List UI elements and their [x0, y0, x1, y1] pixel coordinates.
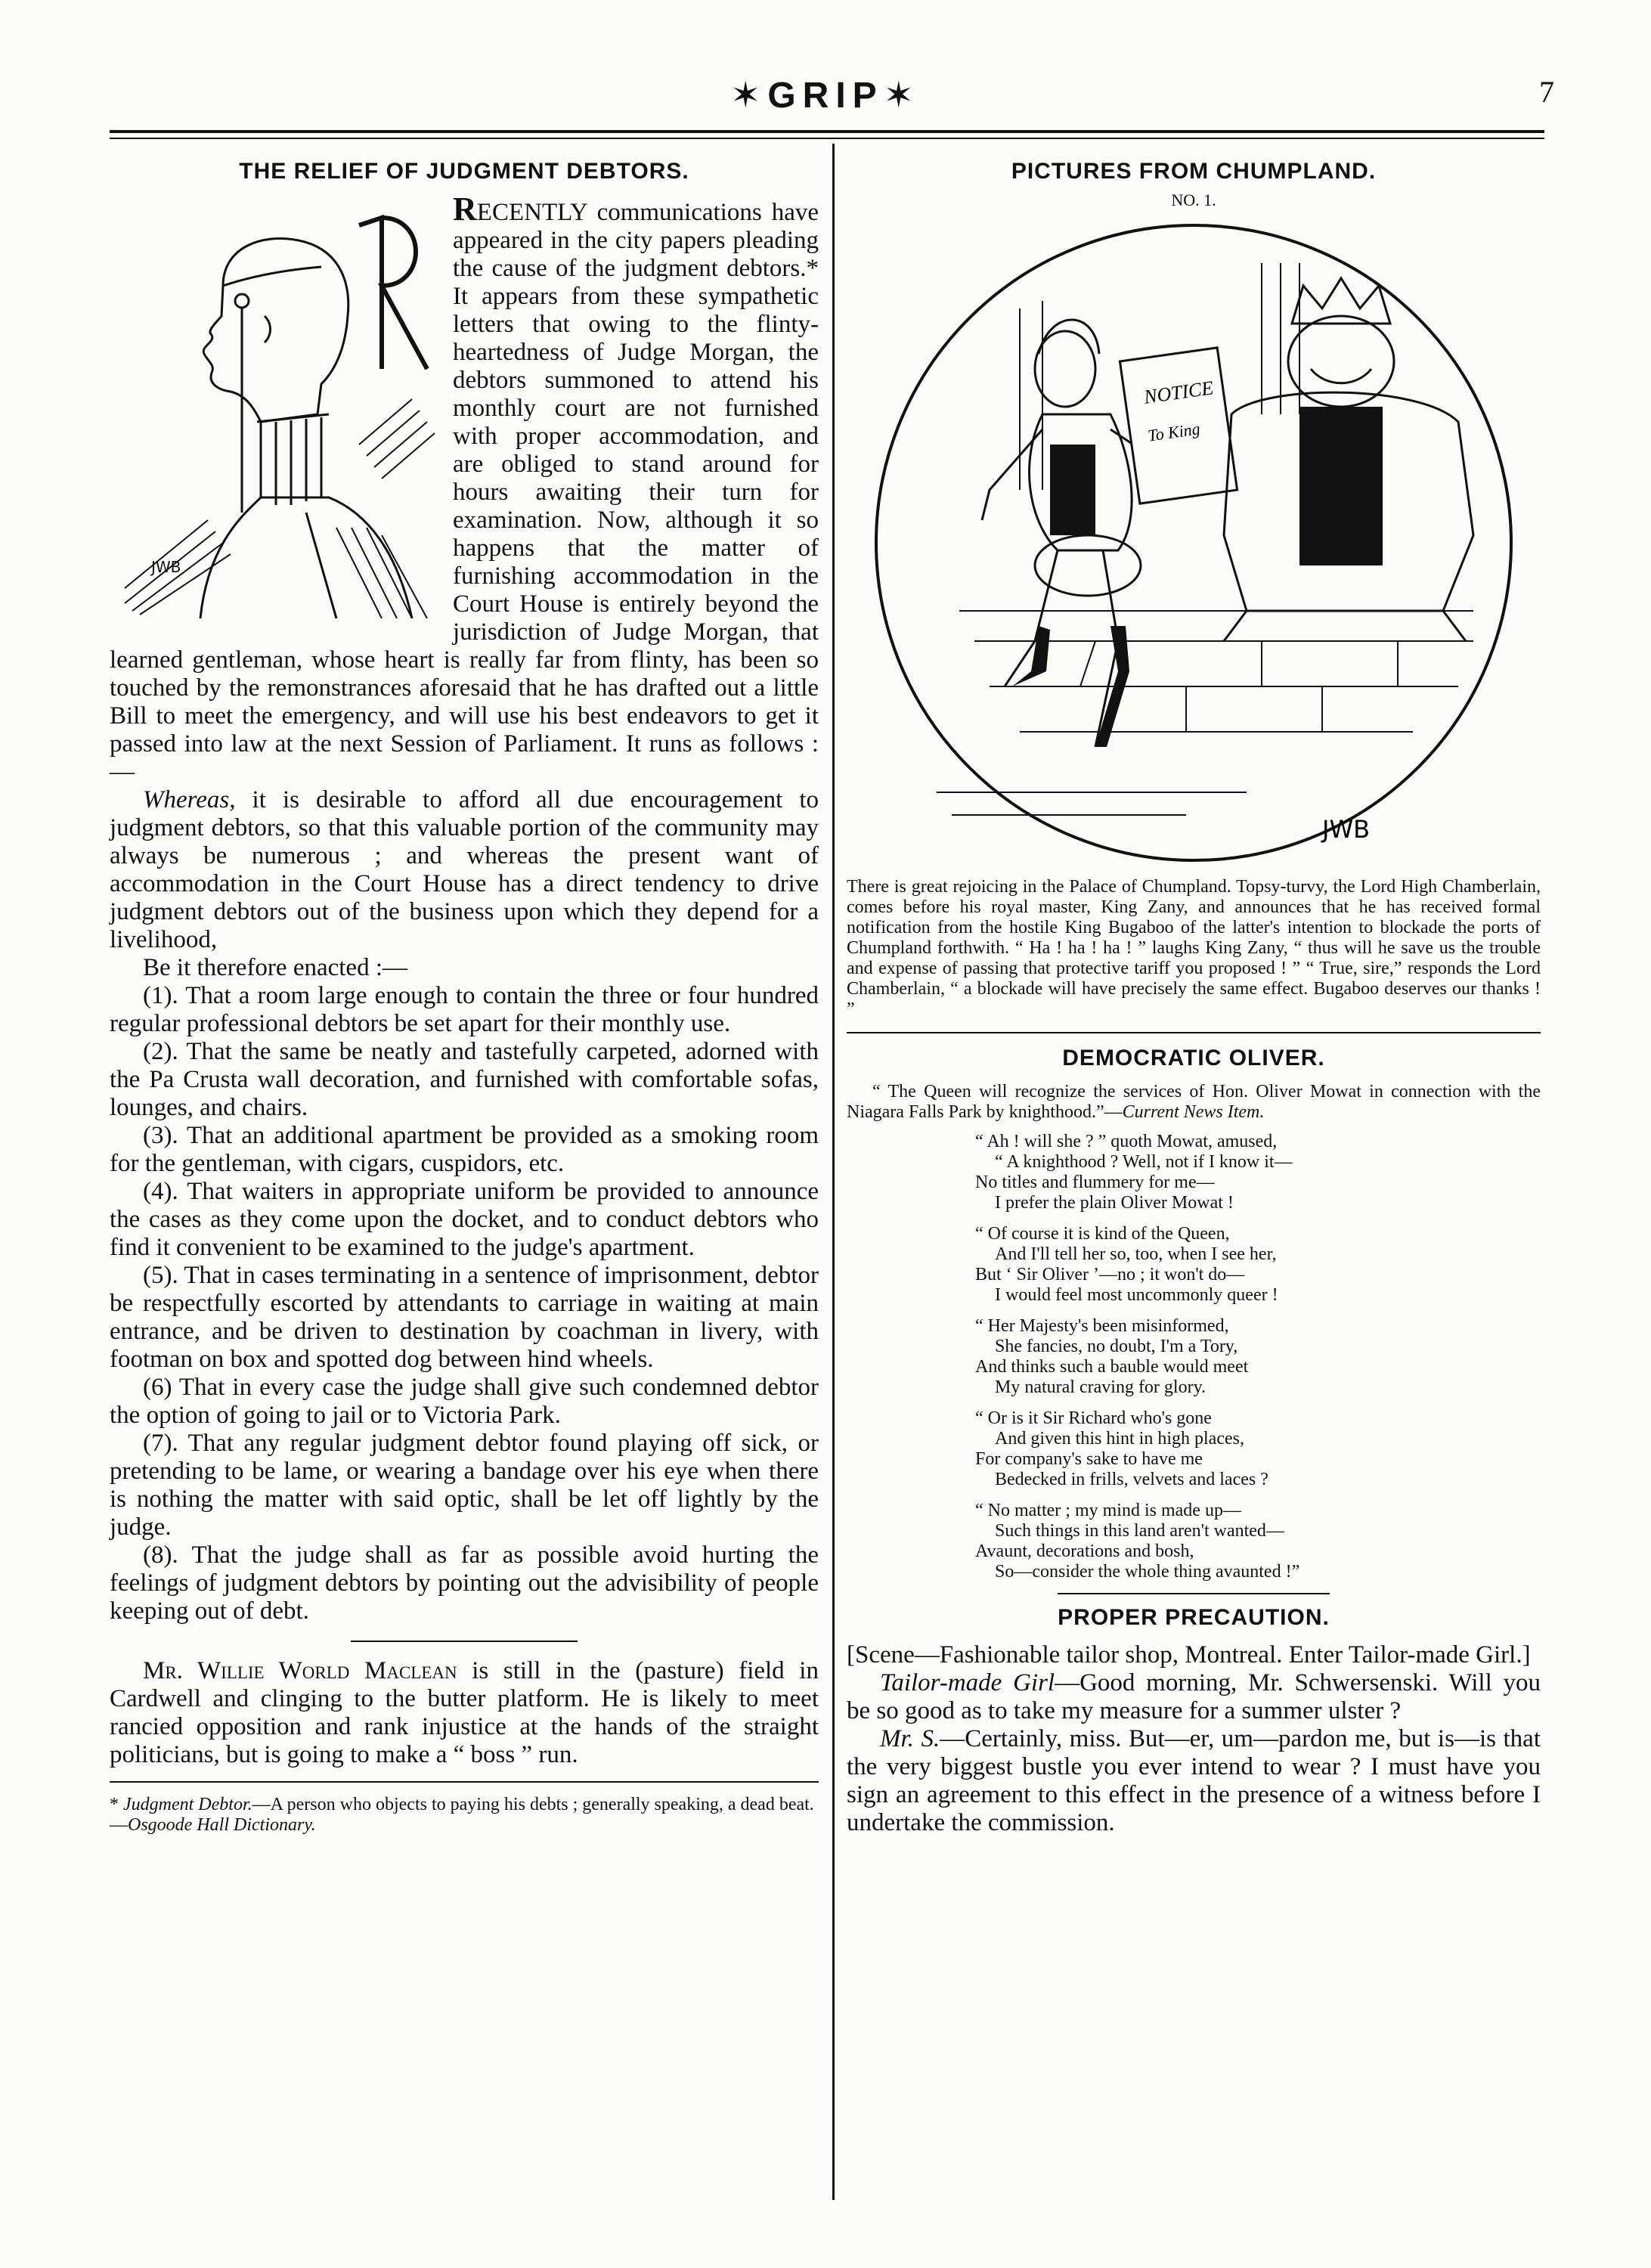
poem-line: For company's sake to have me [975, 1449, 1203, 1469]
section-divider [351, 1641, 578, 1642]
poem-line: “ Her Majesty's been misinformed, [975, 1316, 1229, 1336]
dialogue-line [847, 1669, 1541, 1725]
poem-intro [847, 1082, 1541, 1123]
intro-dropcap-inline: R [453, 191, 477, 228]
poem-line: My natural craving for glory. [995, 1377, 1206, 1397]
left-column [110, 159, 819, 1836]
cartoon-signature: JWB [1322, 815, 1371, 844]
whereas-text: it is desirable to afford all due encouragement to judgment debtors, so that this valuable portion of the community may always be numerous ; and whereas the present want of accommodation in the Court House has a direct tendency to drive judgment debtors out of the business upon which they depend for a livelihood, [110, 786, 819, 953]
poem-line: I prefer the plain Oliver Mowat ! [995, 1193, 1234, 1213]
bill-item: (5). That in cases terminating in a sentence of imprisonment, debtor be respectfully escorted by attendants to carriage in waiting at main entrance, and be driven to destination by coachman in livery, with footman on box and spotted dog between hind wheels. [110, 1262, 819, 1373]
poem-line: “ A knighthood ? Well, not if I know it— [995, 1152, 1293, 1172]
cartoon-caption: There is great rejoicing in the Palace of Chumpland. Topsy-turvy, the Lord High Chamberlain, comes before his royal master, King Zany, and announces that he has received formal notification from the hostile King Bugaboo of the latter's intention to blockade the ports of Chumpland forthwith. “ Ha ! ha ! ha ! ” laughs King Zany, “ thus will he save us the trouble and expense of passing that protective tariff you proposed ! ” “ True, sire,” responds the Lord Chamberlain, “ a blockade will have precisely the same effect. Bugaboo deserves our thanks ! ” [847, 877, 1541, 1019]
poem-line: And thinks such a bauble would meet [975, 1357, 1249, 1377]
poem-line: But ‘ Sir Oliver ’—no ; it won't do— [975, 1265, 1245, 1284]
poem-intro-text: “ The Queen will recognize the services of Hon. Oliver Mowat in connection with the Niagara Falls Park by knighthood.”— [847, 1082, 1541, 1122]
maclean-text: is still in the (pasture) field in Cardwell and clinging to the butter platform. He is likely to meet rancied opposition and rank injustice at the hands of the straight politicians, but is going to make a “ boss ” run. [110, 1657, 819, 1768]
maclean-paragraph [110, 1657, 819, 1769]
poem [847, 1132, 1541, 1582]
maclean-name: Mr. Willie World Maclean [143, 1657, 457, 1684]
poem-line: Such things in this land aren't wanted— [995, 1521, 1284, 1541]
poem-stanza [975, 1408, 1541, 1490]
masthead-rule-thick [110, 130, 1544, 133]
poem-line: I would feel most uncommonly queer ! [995, 1285, 1278, 1305]
bill-item: (6) That in every case the judge shall give such condemned debtor the option of going to jail or to Victoria Park. [110, 1374, 819, 1429]
masthead-title: ✶GRIP✶ [730, 76, 921, 116]
poem-line: So—consider the whole thing avaunted !” [995, 1562, 1300, 1582]
dialogue-line [847, 1725, 1541, 1837]
right-column [847, 159, 1541, 1837]
poem-line: Bedecked in frills, velvets and laces ? [995, 1470, 1268, 1489]
column-divider [832, 144, 835, 2200]
whereas-paragraph [110, 786, 819, 954]
speaker-name: Tailor-made Girl [880, 1669, 1055, 1696]
poem-stanza [975, 1132, 1541, 1213]
footnote-divider [110, 1781, 819, 1783]
bill-item: (3). That an additional apartment be provided as a smoking room for the gentleman, with cigars, cuspidors, etc. [110, 1122, 819, 1177]
poem-line: “ No matter ; my mind is made up— [975, 1501, 1241, 1520]
speech-text: —Good morning, Mr. Schwersenski. Will you be so good as to take my measure for a summer ulster ? [847, 1669, 1541, 1724]
masthead-rule-thin [110, 138, 1544, 139]
poem-line: Avaunt, decorations and bosh, [975, 1541, 1194, 1561]
poem-headline: DEMOCRATIC OLIVER. [1062, 1046, 1325, 1070]
cartoon-subhead: NO. 1. [1171, 191, 1216, 209]
footnote-star: * [110, 1795, 123, 1814]
footnote-source: Osgoode Hall Dictionary. [128, 1815, 316, 1835]
cartoon-headline: PICTURES FROM CHUMPLAND. [1011, 159, 1377, 184]
poem-line: And given this hint in high places, [995, 1429, 1244, 1448]
poem-stanza [975, 1501, 1541, 1582]
cartoon-notice-title: NOTICE [1142, 376, 1215, 408]
poem-stanza [975, 1224, 1541, 1306]
enacted-line: Be it therefore enacted :— [143, 954, 407, 981]
bill-item: (4). That waiters in appropriate uniform be provided to announce the cases as they come upon the docket, and to conduct debtors who find it convenient to be examined to the judge's apartment. [110, 1178, 819, 1261]
chumpland-cartoon-illustration [869, 218, 1519, 868]
footnote-text: —A person who objects to paying his debts ; generally speaking, a dead beat.— [110, 1795, 814, 1835]
poem-line: She fancies, no doubt, I'm a Tory, [995, 1337, 1238, 1356]
section-divider [1058, 1593, 1330, 1594]
poem-line: No titles and flummery for me— [975, 1173, 1215, 1192]
poem-line: “ Or is it Sir Richard who's gone [975, 1408, 1212, 1428]
poem-stanza [975, 1316, 1541, 1398]
masthead [0, 73, 1651, 121]
precaution-headline: PROPER PRECAUTION. [1058, 1605, 1330, 1630]
speaker-name: Mr. S. [880, 1725, 940, 1752]
whereas-word: Whereas, [143, 786, 236, 813]
bill-item: (8). That the judge shall as far as possible avoid hurting the feelings of judgment debtors by pointing out the advisibility of people keeping out of debt. [110, 1541, 819, 1625]
article-headline: THE RELIEF OF JUDGMENT DEBTORS. [239, 159, 689, 184]
portrait-signature: JWB [151, 558, 181, 576]
footnote [110, 1795, 819, 1836]
intro-text: ECENTLY communications have appeared in the city papers pleading the cause of the judgment debtors.* It appears from these sympathetic letters that owing to the flinty-heartedness of Judge Morgan, the debtors summoned to attend his monthly court are not furnished with proper accommodation, and are obliged to stand around for hours awaiting their turn for examination. Now, although it so happens that the matter of furnishing accommodation in the Court House is entirely beyond the jurisdiction of Judge Morgan, that learned gentleman, whose heart is really far from flinty, has been so touched by the remonstrances aforesaid that he has drafted out a little Bill to meet the emergency, and will use his best endeavors to get it passed into law at the next Session of Parliament. It runs as follows :— [110, 199, 819, 785]
poem-line: And I'll tell her so, too, when I see her, [995, 1244, 1277, 1264]
judge-portrait-illustration [110, 195, 442, 618]
poem-intro-source: Current News Item. [1122, 1102, 1265, 1122]
section-divider [847, 1032, 1541, 1033]
footnote-term: Judgment Debtor. [123, 1795, 252, 1814]
cartoon-notice-addressee: To King [1146, 419, 1202, 445]
bill-item: (2). That the same be neatly and tastefully carpeted, adorned with the Pa Crusta wall decoration, and furnished with comfortable sofas, lounges, and chairs. [110, 1038, 819, 1121]
scene-direction: [Scene—Fashionable tailor shop, Montreal. Enter Tailor-made Girl.] [847, 1641, 1531, 1668]
poem-line: “ Ah ! will she ? ” quoth Mowat, amused, [975, 1132, 1278, 1151]
poem-line: “ Of course it is kind of the Queen, [975, 1224, 1230, 1244]
speech-text: —Certainly, miss. But—er, um—pardon me, but is—is that the very biggest bustle you ever intend to wear ? I must have you sign an agreement to this effect in the presence of a witness before I undertake the commission. [847, 1725, 1541, 1836]
bill-item: (1). That a room large enough to contain the three or four hundred regular professional debtors be set apart for their monthly use. [110, 982, 819, 1037]
bill-item: (7). That any regular judgment debtor found playing off sick, or pretending to be lame, or wearing a bandage over his eye when there is nothing the matter with said optic, shall be let off lightly by the judge. [110, 1430, 819, 1541]
page-number: 7 [1539, 75, 1554, 109]
